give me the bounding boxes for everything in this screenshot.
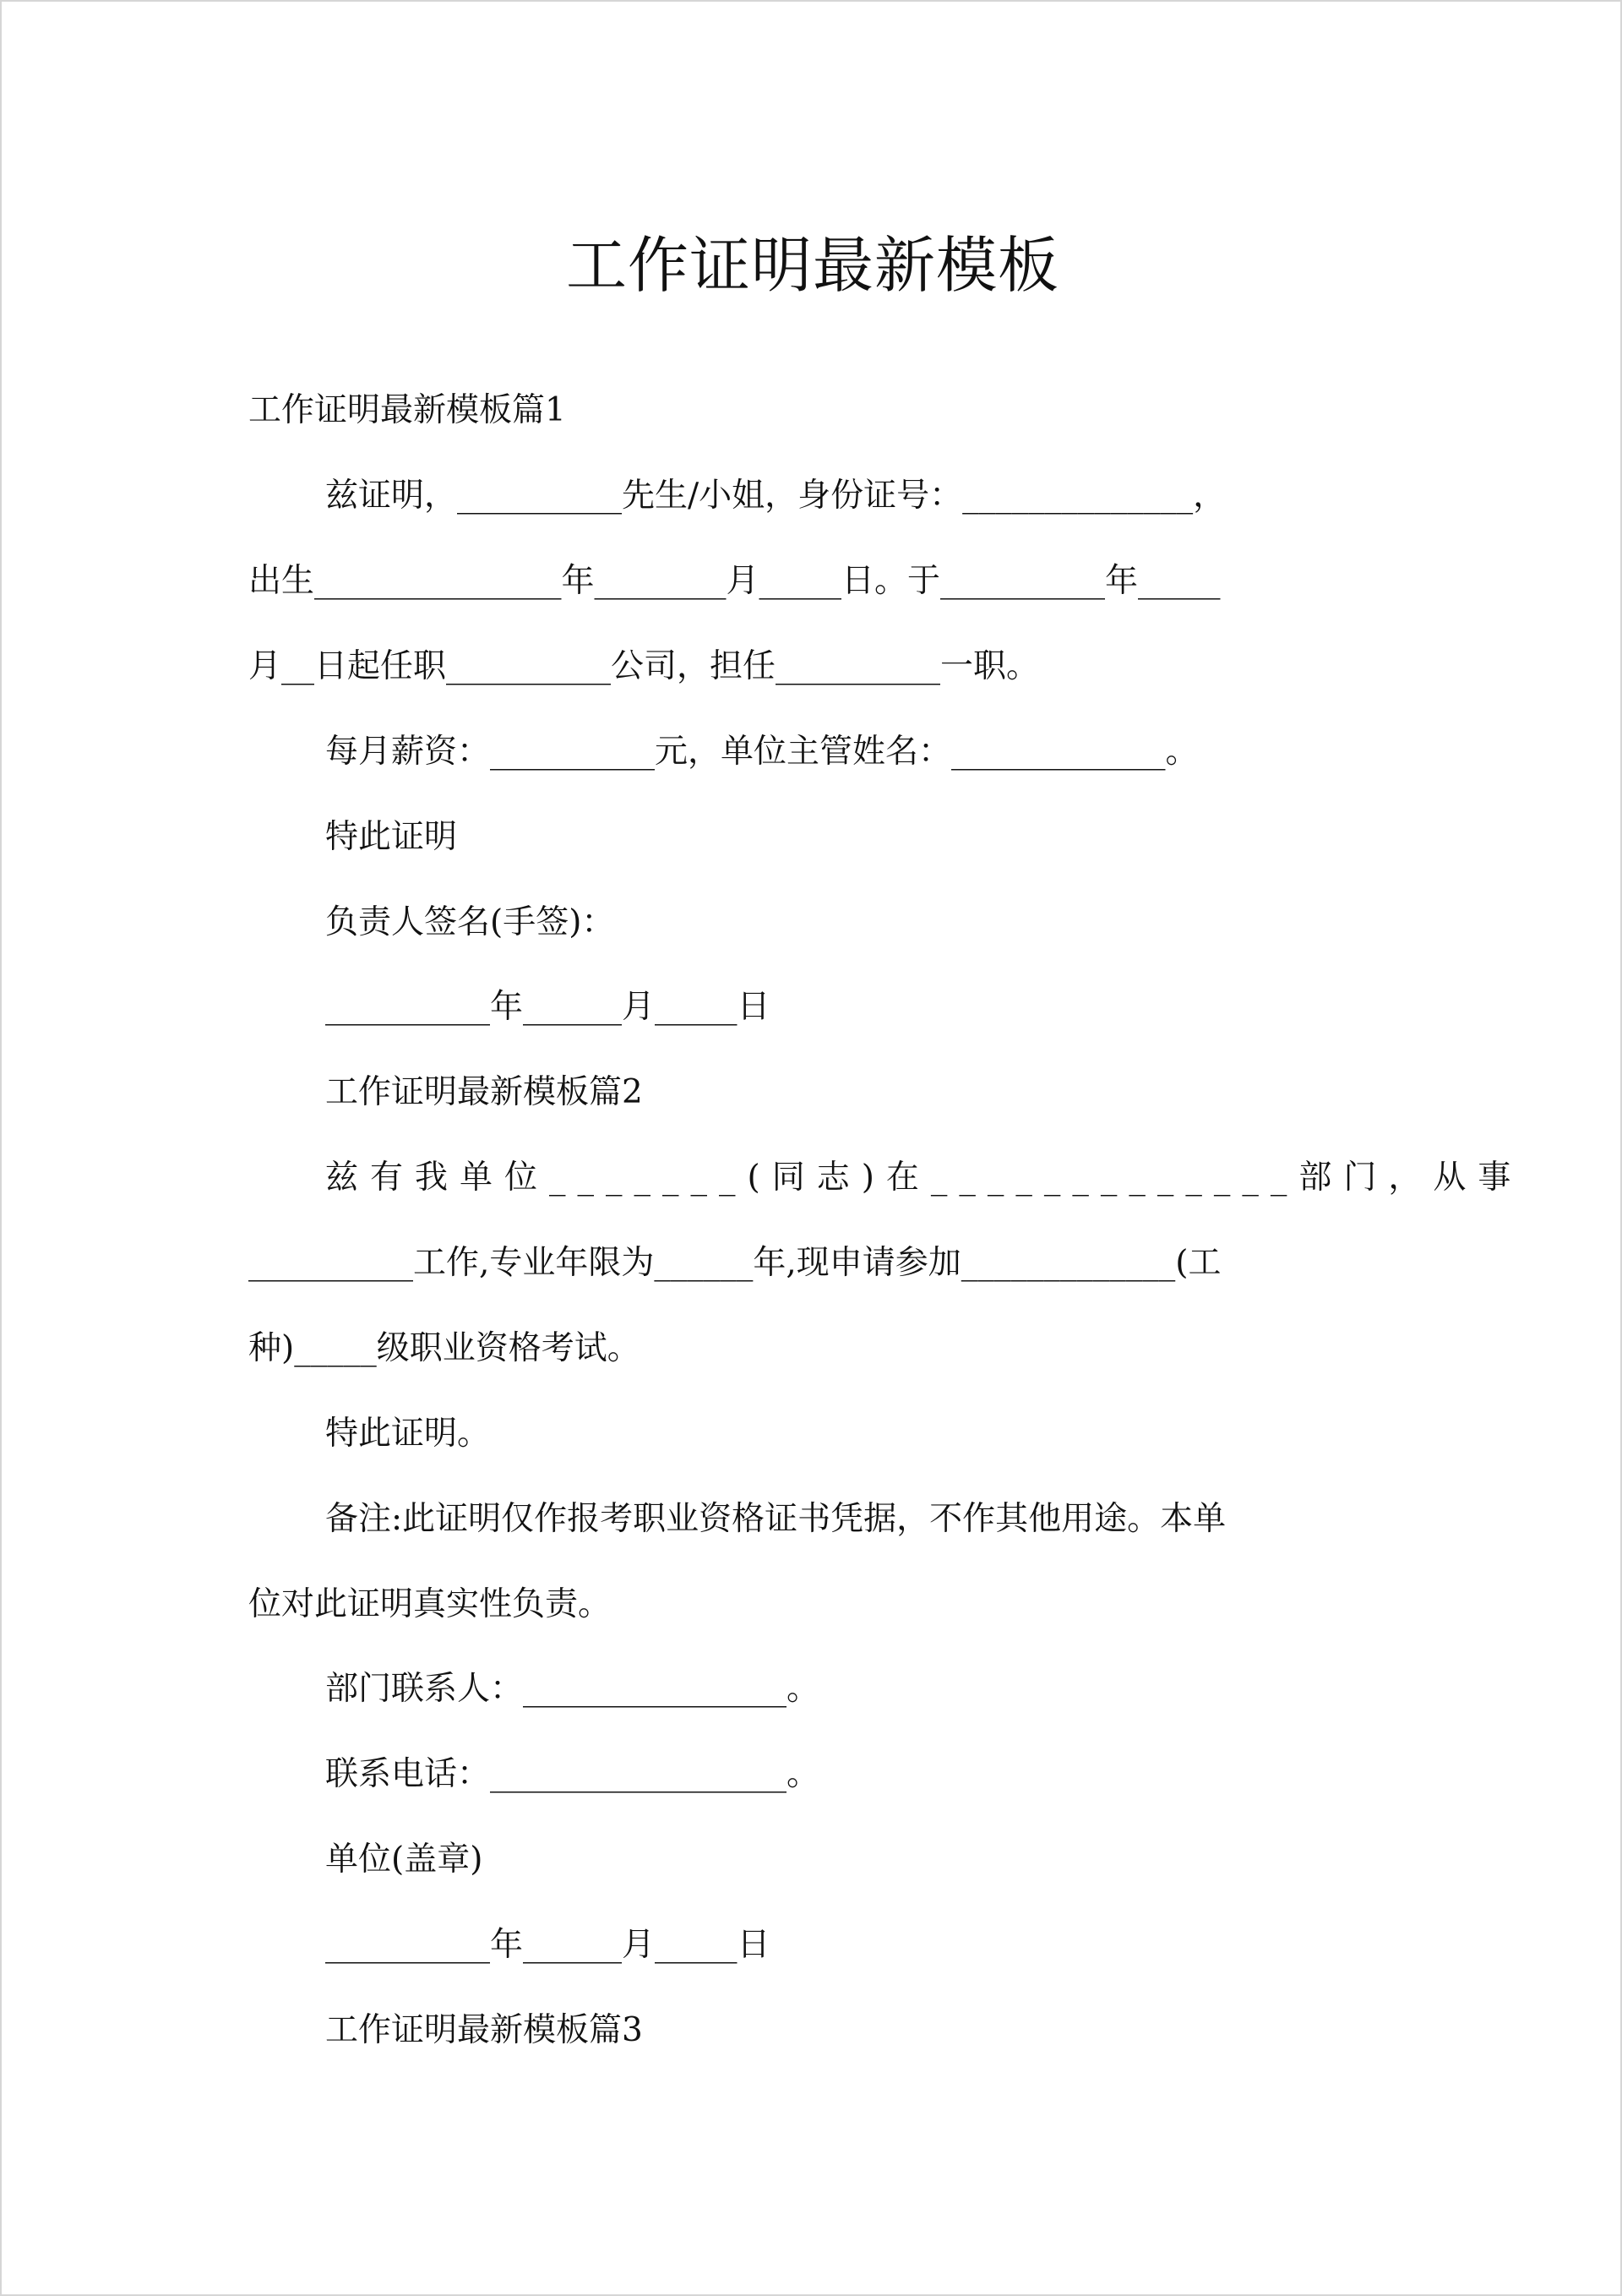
section-heading-2: 工作证明最新模板篇2: [325, 1073, 643, 1111]
paragraph-line: 特此证明: [325, 818, 458, 856]
signature-label: 负责人签名(手签)：: [325, 903, 615, 941]
paragraph-line: 兹有我单位_______(同志)在_____________部门，从事: [325, 1159, 1523, 1197]
paragraph-text: 兹证明，__________先生/小姐，身份证号：______________，: [325, 477, 1227, 515]
section-heading-1: 工作证明最新模板篇1: [248, 391, 566, 429]
paragraph-line: 每月薪资：__________元，单位主管姓名：_____________。: [325, 733, 1199, 771]
date-line: __________年______月_____日: [325, 988, 770, 1026]
paragraph-line: 月__日起任职__________公司，担任__________一职。: [248, 647, 1040, 685]
paragraph-line: 备注:此证明仅作报考职业资格证书凭据，不作其他用途。本单: [325, 1500, 1227, 1538]
contact-person-line: 部门联系人：________________。: [325, 1670, 820, 1708]
paragraph-line: 出生_______________年________月_____日。于__________年_____: [248, 562, 1221, 600]
paragraph-line: 种)_____级职业资格考试。: [248, 1329, 640, 1367]
seal-label: 单位(盖章): [325, 1841, 483, 1879]
section-heading-3: 工作证明最新模板篇3: [325, 2011, 643, 2049]
date-line: __________年______月_____日: [325, 1926, 770, 1964]
contact-phone-line: 联系电话：__________________。: [325, 1755, 820, 1793]
paragraph-line: [325, 466, 1379, 526]
paragraph-line: 位对此证明真实性负责。: [248, 1585, 612, 1623]
page-title: 工作证明最新模板: [565, 230, 1059, 301]
paragraph-line: __________工作,专业年限为______年,现申请参加_____________(工: [248, 1244, 1222, 1282]
paragraph-line: 特此证明。: [325, 1415, 491, 1453]
